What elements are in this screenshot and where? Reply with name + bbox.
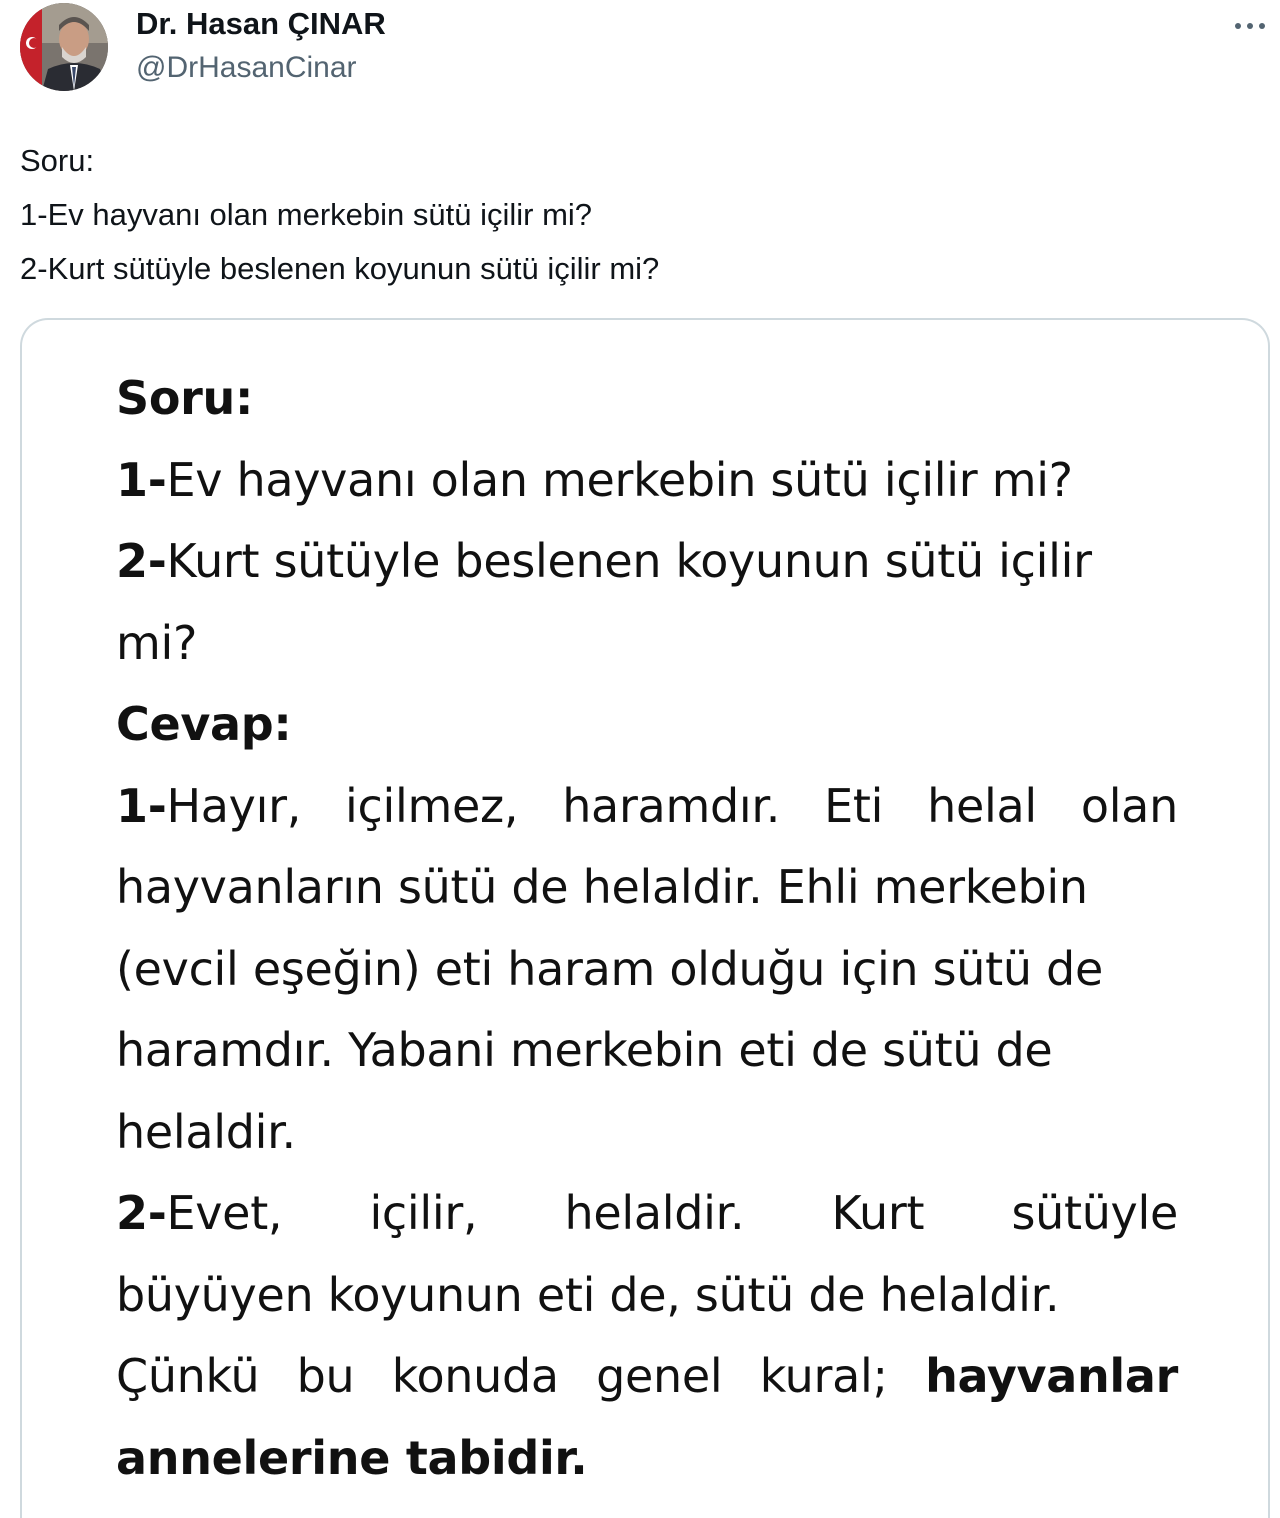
- tweet-text-line: 2-Kurt sütüyle beslenen koyunun sütü içilir mi?: [20, 251, 660, 286]
- question-heading: Soru:: [116, 371, 254, 425]
- doc-line: hayvanların sütü de helaldir. Ehli merkebin: [116, 860, 1088, 914]
- doc-line: [116, 1418, 1178, 1500]
- question-1-text: Ev hayvanı olan merkebin sütü içilir mi?: [166, 452, 1073, 507]
- doc-line: haramdır. Yabani merkebin eti de sütü de: [116, 1023, 1053, 1077]
- doc-line: [116, 521, 1178, 603]
- question-2-text: Kurt sütüyle beslenen koyunun sütü içilir: [166, 534, 1092, 588]
- doc-line: [116, 684, 1178, 766]
- doc-word: [116, 766, 301, 848]
- doc-word: helal: [927, 778, 1037, 833]
- tweet-text-line: Soru:: [20, 143, 95, 178]
- author-handle[interactable]: @DrHasanCinar: [136, 51, 357, 84]
- doc-word: Kurt: [831, 1186, 925, 1240]
- doc-word: haramdır.: [562, 778, 781, 833]
- doc-line: büyüyen koyunun eti de, sütü de helaldir.: [116, 1267, 1060, 1322]
- doc-word: Eti: [824, 778, 884, 833]
- doc-line: [116, 1336, 1178, 1418]
- doc-line: [116, 1173, 1178, 1255]
- conclusion-bold: annelerine tabidir.: [116, 1430, 588, 1485]
- doc-line: helaldir.: [116, 1104, 296, 1159]
- profile-photo-icon: [20, 3, 108, 91]
- question-2-number: 2-: [116, 534, 167, 588]
- doc-line: (evcil eşeğin) eti haram olduğu için sütü de: [116, 941, 1103, 996]
- doc-word-text: Hayır,: [166, 778, 302, 833]
- doc-line: mi?: [116, 615, 198, 670]
- doc-word: [116, 1173, 282, 1255]
- author-name[interactable]: Dr. Hasan ÇINAR: [136, 6, 386, 41]
- answer-1-number: 1-: [116, 778, 167, 833]
- doc-word: Çünkü: [116, 1349, 260, 1403]
- doc-line: [116, 440, 1178, 522]
- author-info: [136, 2, 386, 90]
- tweet-text-line: 1-Ev hayvanı olan merkebin sütü içilir mi?: [20, 197, 593, 232]
- more-options-button[interactable]: [1224, 6, 1276, 46]
- more-horizontal-icon: [1235, 23, 1265, 29]
- doc-word: içilmez,: [345, 778, 519, 833]
- question-1-number: 1-: [116, 452, 167, 507]
- tweet-text: [20, 134, 1250, 296]
- doc-line: [116, 358, 1178, 440]
- doc-word: sütüyle: [1011, 1186, 1178, 1240]
- answer-heading: Cevap:: [116, 697, 292, 751]
- avatar[interactable]: [20, 3, 108, 91]
- doc-word: kural;: [759, 1349, 888, 1403]
- tweet-image[interactable]: [20, 318, 1270, 1518]
- doc-word-bold: hayvanlar: [925, 1349, 1178, 1403]
- doc-word: olan: [1080, 778, 1178, 833]
- image-document-text: [116, 358, 1178, 1499]
- doc-word: konuda: [391, 1349, 559, 1403]
- answer-2-number: 2-: [116, 1186, 167, 1240]
- doc-line: [116, 766, 1178, 848]
- doc-word: bu: [296, 1349, 355, 1403]
- doc-word: genel: [596, 1349, 723, 1403]
- doc-word-text: Evet,: [166, 1186, 283, 1240]
- doc-word: içilir,: [369, 1186, 478, 1240]
- doc-word: helaldir.: [564, 1186, 745, 1240]
